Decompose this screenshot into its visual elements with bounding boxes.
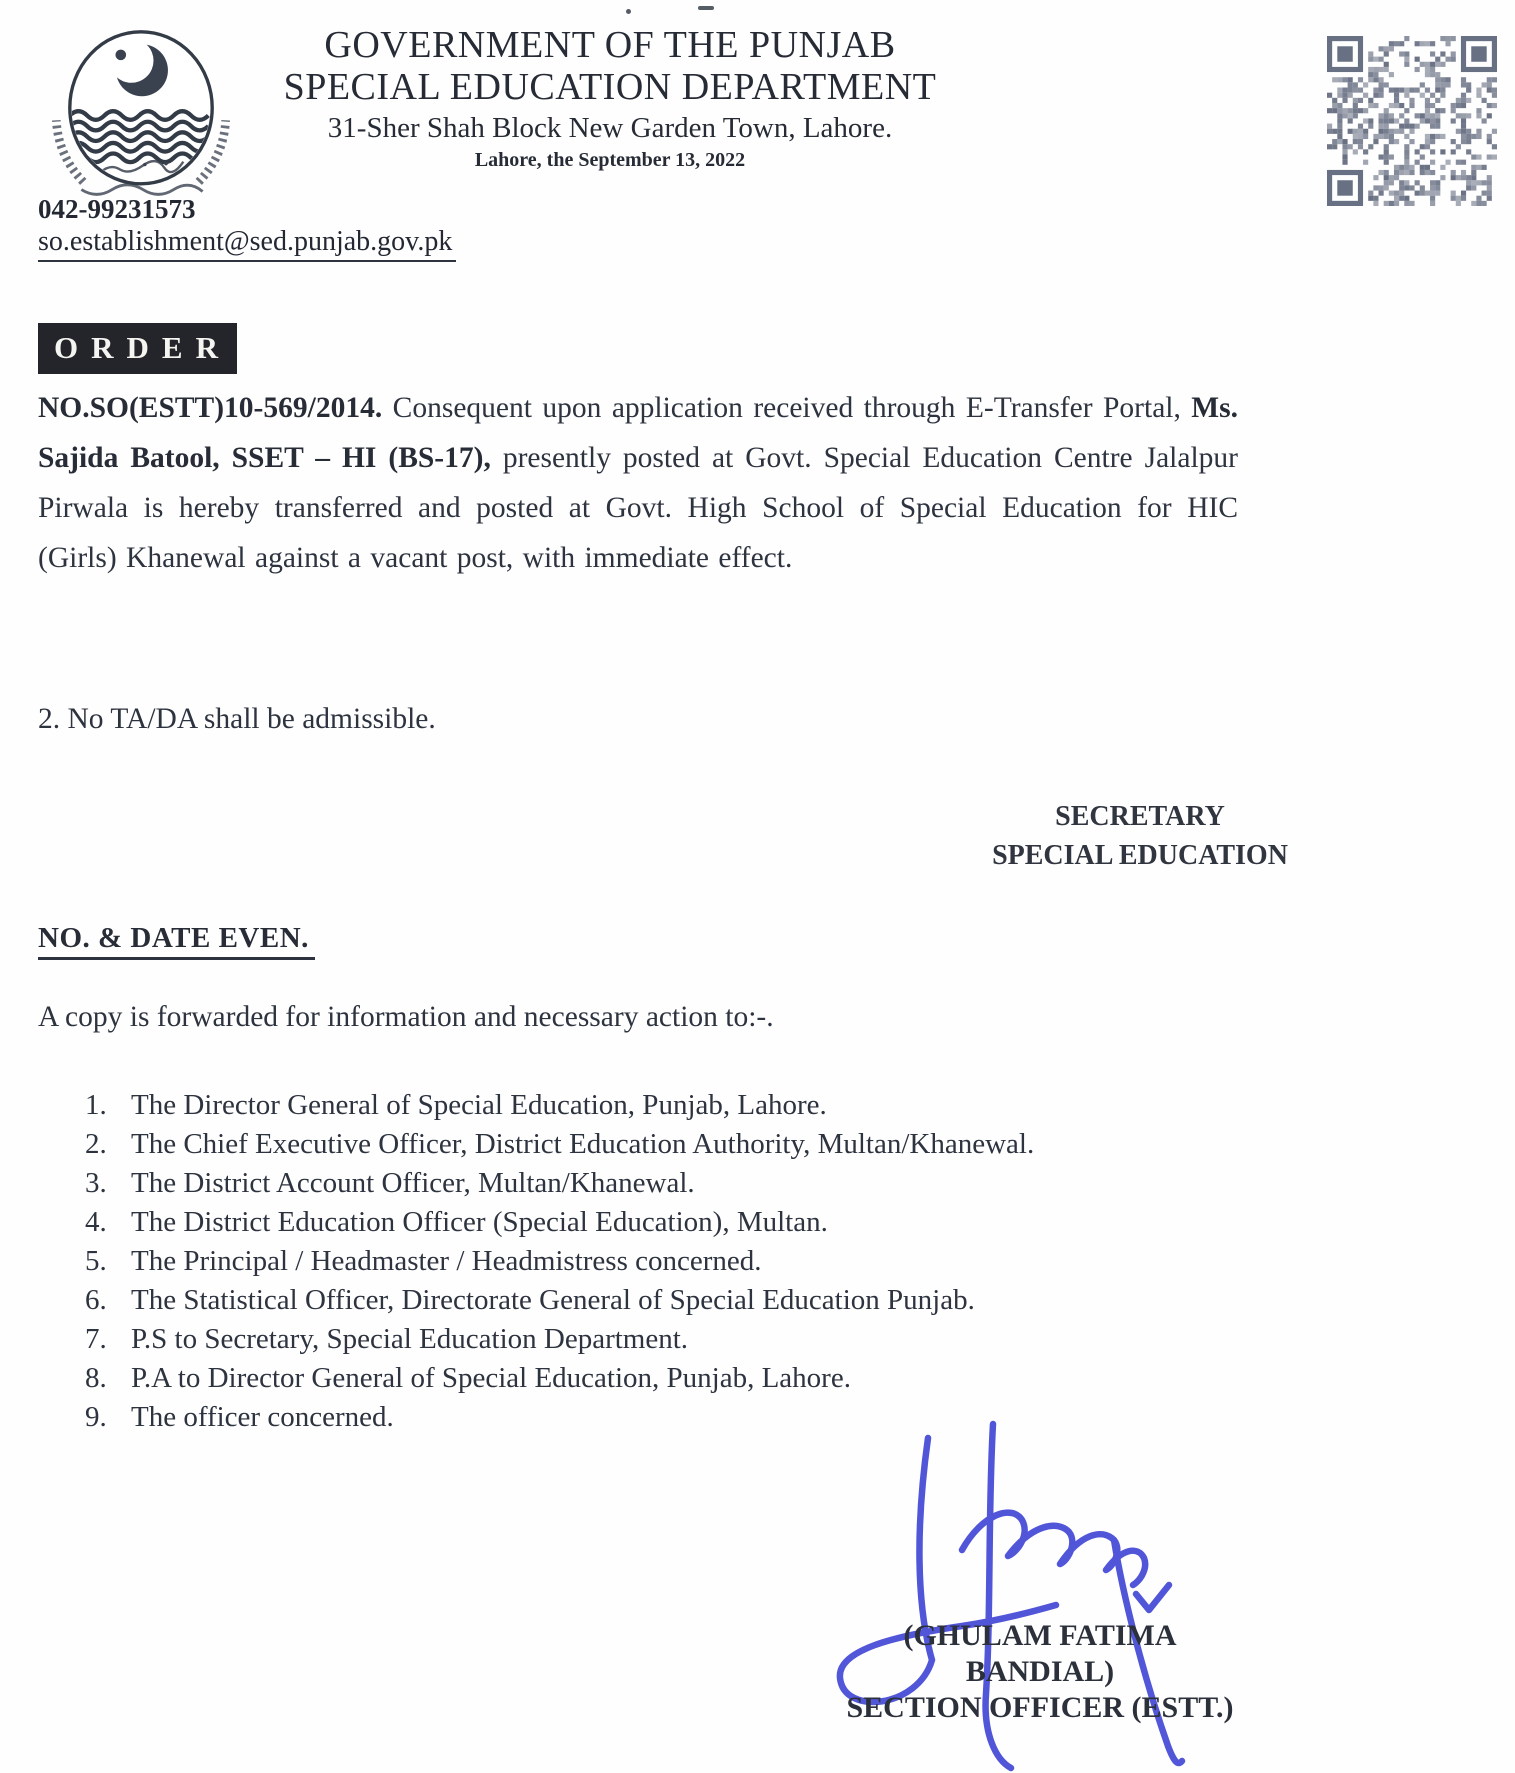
officer-name: (GHULAM FATIMA BANDIAL) <box>903 1619 1177 1688</box>
list-item-text: The Principal / Headmaster / Headmistress concerned. <box>131 1245 762 1277</box>
secretary-signatory <box>960 797 1320 875</box>
list-item-number: 8. <box>85 1362 107 1394</box>
letterhead <box>160 24 1060 173</box>
recipient-list <box>85 1086 1034 1437</box>
officer-title: SECTION OFFICER (ESTT.) <box>846 1691 1234 1724</box>
reference-number: NO.SO(ESTT)10-569/2014. <box>38 392 383 424</box>
order-text-segment: presently posted at Govt. Special Education Centre Jalalpur Pirwala is hereby transferred and posted at Govt. High School of Special Education for HIC (Girls) Khanewal against a vacant post, with immediate effect. <box>38 442 1238 574</box>
list-item-text: The District Account Officer, Multan/Khanewal. <box>131 1167 695 1199</box>
department-title: SPECIAL EDUCATION DEPARTMENT <box>283 66 937 108</box>
list-item <box>85 1320 1034 1359</box>
list-item-number: 5. <box>85 1245 107 1277</box>
list-item-text: The Chief Executive Officer, District Education Authority, Multan/Khanewal. <box>131 1128 1035 1160</box>
scan-artifact <box>626 9 631 14</box>
email-address: so.establishment@sed.punjab.gov.pk <box>38 225 456 262</box>
dateline: Lahore, the September 13, 2022 <box>474 149 746 171</box>
list-item-text: The Director General of Special Education, Punjab, Lahore. <box>131 1089 827 1121</box>
phone-number: 042-99231573 <box>38 194 196 224</box>
list-item <box>85 1086 1034 1125</box>
address-line: 31-Sher Shah Block New Garden Town, Lahore. <box>327 112 893 144</box>
list-item-number: 6. <box>85 1284 107 1316</box>
order-text-segment: Consequent upon application received through E-Transfer Portal, <box>382 392 1192 424</box>
list-item <box>85 1125 1034 1164</box>
list-item-text: The Statistical Officer, Directorate General of Special Education Punjab. <box>131 1284 975 1316</box>
list-item-text: The officer concerned. <box>131 1401 394 1433</box>
org-title: GOVERNMENT OF THE PUNJAB <box>324 24 896 66</box>
list-item <box>85 1281 1034 1320</box>
list-item <box>85 1164 1034 1203</box>
list-item <box>85 1203 1034 1242</box>
list-item-text: P.S to Secretary, Special Education Department. <box>131 1323 689 1355</box>
secretary-department: SPECIAL EDUCATION <box>992 840 1288 871</box>
list-item <box>85 1242 1034 1281</box>
endorsement-heading: NO. & DATE EVEN. <box>38 922 315 960</box>
list-item-text: P.A to Director General of Special Education, Punjab, Lahore. <box>131 1362 851 1394</box>
list-item-number: 9. <box>85 1401 107 1433</box>
list-item-number: 7. <box>85 1323 107 1355</box>
order-paragraph <box>38 383 1238 583</box>
scan-artifact <box>698 6 714 10</box>
list-item-number: 3. <box>85 1167 107 1199</box>
list-item-number: 4. <box>85 1206 107 1238</box>
list-item <box>85 1359 1034 1398</box>
qr-code <box>1327 36 1497 206</box>
list-item-number: 1. <box>85 1089 107 1121</box>
list-item-number: 2. <box>85 1128 107 1160</box>
section-officer-signatory <box>840 1618 1240 1726</box>
order-heading: ORDER <box>38 323 237 374</box>
contact-block <box>38 193 456 262</box>
tada-clause: 2. No TA/DA shall be admissible. <box>38 703 436 735</box>
secretary-title: SECRETARY <box>1055 801 1225 832</box>
list-item-text: The District Education Officer (Special Education), Multan. <box>131 1206 828 1238</box>
officer-name-bold: Ms. Sajida Batool, SSET – HI (BS-17), <box>38 392 1238 474</box>
forwarding-line: A copy is forwarded for information and necessary action to:-. <box>38 1001 774 1033</box>
